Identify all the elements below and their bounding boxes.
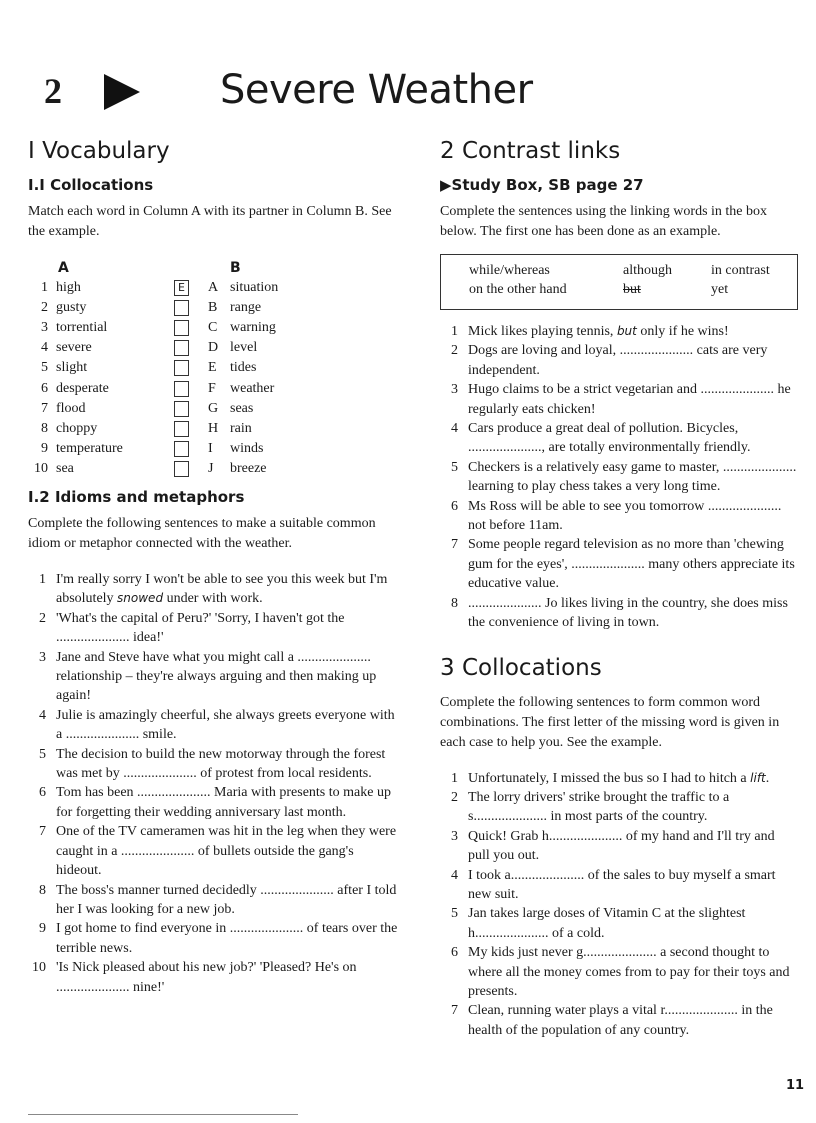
item-text: Checkers is a relatively easy game to master, ..................... learning to play chess takes a very long time. xyxy=(468,459,797,495)
vocabulary-heading: I Vocabulary xyxy=(28,138,170,164)
collocations3-instructions: Complete the following sentences to form common word combinations. The first letter of the missing word is given in each case to help you. See the example. xyxy=(440,694,780,750)
column-b-letter: F xyxy=(208,380,216,396)
item-text: I got home to find everyone in ..................... of tears over the terrible news. xyxy=(56,921,398,956)
column-a-word: flood xyxy=(56,400,86,416)
item-number: 7 xyxy=(451,1003,458,1019)
row-number: 7 xyxy=(41,400,48,416)
column-b-letter: G xyxy=(208,400,219,416)
item-text: Quick! Grab h..................... of my hand and I'll try and pull you out. xyxy=(468,828,775,864)
exercise-item xyxy=(28,648,400,706)
column-b-word: warning xyxy=(230,320,276,336)
example-answer: but xyxy=(616,324,637,338)
matching-table xyxy=(28,258,400,488)
exercise-item xyxy=(440,380,798,419)
exercise-item xyxy=(28,745,400,784)
item-text: One of the TV cameramen was hit in the leg when they were caught in a ..................... of bullets outside the gang's hideout. xyxy=(56,824,397,879)
exercise-item xyxy=(440,769,798,788)
item-number: 10 xyxy=(32,960,46,976)
item-text-end: under with work. xyxy=(163,591,263,607)
item-number: 8 xyxy=(451,595,458,611)
collocations-subheading: I.I Collocations xyxy=(28,176,154,194)
item-text: The lorry drivers' strike brought the traffic to a s..................... in most parts of the country. xyxy=(468,789,730,825)
exercise-item xyxy=(28,706,400,745)
answer-box[interactable] xyxy=(174,421,189,437)
item-text: Ms Ross will be able to see you tomorrow ..................... not before 11am. xyxy=(468,498,782,534)
item-text: I took a..................... of the sales to buy myself a smart new suit. xyxy=(468,867,776,902)
column-b-word: tides xyxy=(230,360,257,376)
item-text: I'm really sorry I won't be able to see you this week but I'm absolutely xyxy=(56,572,388,607)
column-b-word: seas xyxy=(230,400,254,416)
item-text: Unfortunately, I missed the bus so I had to hitch a xyxy=(468,770,751,786)
linking-word: in contrast xyxy=(711,263,770,278)
column-b-word: level xyxy=(230,340,258,356)
item-number: 4 xyxy=(39,707,46,723)
exercise-item xyxy=(440,827,798,866)
column-b-word: range xyxy=(230,300,262,316)
exercise-item xyxy=(28,881,400,920)
column-a-word: temperature xyxy=(56,440,123,456)
item-number: 3 xyxy=(451,828,458,844)
left-column xyxy=(28,138,400,997)
column-b-letter: J xyxy=(208,460,214,476)
column-b-letter: D xyxy=(208,340,219,356)
linking-word: yet xyxy=(711,282,729,297)
item-number: 7 xyxy=(39,824,46,840)
item-number: 3 xyxy=(451,382,458,398)
column-b-word: winds xyxy=(230,440,264,456)
item-number: 4 xyxy=(451,867,458,883)
column-b-letter: C xyxy=(208,320,218,336)
column-a-word: torrential xyxy=(56,320,108,336)
item-text: Cars produce a great deal of pollution. Bicycles, ....................., are totally environmentally friendly. xyxy=(468,421,751,456)
item-text: Clean, running water plays a vital r..................... in the health of the population of any country. xyxy=(468,1003,773,1038)
linking-word: although xyxy=(623,263,672,278)
column-b-letter: I xyxy=(208,440,213,456)
column-a-label: A xyxy=(58,260,69,276)
item-number: 6 xyxy=(451,945,458,961)
item-text: Mick likes playing tennis, xyxy=(468,324,617,339)
row-number: 5 xyxy=(41,360,48,376)
column-b-letter: B xyxy=(208,300,218,316)
item-text-end: only if he wins! xyxy=(636,324,729,339)
exercise-item xyxy=(440,419,798,458)
exercise-item xyxy=(28,822,400,880)
item-text: My kids just never g..................... a second thought to where all the money comes from to pay for their toys and presents. xyxy=(468,945,790,999)
column-b-word: rain xyxy=(230,420,252,436)
item-number: 3 xyxy=(39,649,46,665)
unit-title: Severe Weather xyxy=(220,67,533,113)
item-number: 4 xyxy=(451,421,458,437)
item-number: 9 xyxy=(39,921,46,937)
row-number: 2 xyxy=(41,300,48,316)
idioms-list xyxy=(28,570,400,997)
item-number: 6 xyxy=(451,498,458,514)
answer-box[interactable] xyxy=(174,381,189,397)
exercise-item xyxy=(440,904,798,943)
linking-words-box xyxy=(440,254,798,310)
exercise-item xyxy=(440,341,798,380)
item-text: Some people regard television as no more than 'chewing gum for the eyes', ..................... many others appreciate its educative value. xyxy=(468,537,795,592)
page-number: 11 xyxy=(786,1078,805,1093)
exercise-item xyxy=(440,458,798,497)
item-number: 1 xyxy=(451,770,458,786)
exercise-item xyxy=(28,570,400,609)
item-number: 2 xyxy=(451,343,458,359)
footer-divider xyxy=(28,1114,298,1115)
exercise-item xyxy=(440,535,798,593)
row-number: 10 xyxy=(34,460,48,476)
row-number: 8 xyxy=(41,420,48,436)
row-number: 9 xyxy=(41,440,48,456)
item-number: 2 xyxy=(451,789,458,805)
exercise-item xyxy=(28,919,400,958)
item-text: The boss's manner turned decidedly ..................... after I told her I was looking for a new job. xyxy=(56,882,397,917)
row-number: 3 xyxy=(41,320,48,336)
column-a-word: sea xyxy=(56,460,74,476)
example-answer: lift xyxy=(750,770,766,785)
item-number: 6 xyxy=(39,785,46,801)
contrast-instructions: Complete the sentences using the linking words in the box below. The first one has been done as an example. xyxy=(440,204,768,239)
column-b-letter: H xyxy=(208,420,219,436)
example-answer: snowed xyxy=(117,591,164,606)
study-box-reference: ▶Study Box, SB page 27 xyxy=(440,176,644,194)
item-text: Jan takes large doses of Vitamin C at the slightest h..................... of a cold. xyxy=(468,906,746,941)
item-number: 5 xyxy=(451,459,458,475)
item-text: 'What's the capital of Peru?' 'Sorry, I haven't got the ..................... idea!' xyxy=(56,610,345,646)
item-text: The decision to build the new motorway through the forest was met by ..................... of protest from local residents. xyxy=(56,746,386,782)
item-number: 1 xyxy=(39,572,46,587)
item-number: 2 xyxy=(39,610,46,626)
item-number: 5 xyxy=(39,746,46,762)
answer-box[interactable] xyxy=(174,320,189,336)
collocations-instructions: Match each word in Column A with its partner in Column B. See the example. xyxy=(28,204,392,239)
contrast-heading: 2 Contrast links xyxy=(440,138,621,164)
linking-word: while/whereas xyxy=(469,263,550,278)
unit-arrow-icon xyxy=(104,74,140,110)
item-text: Hugo claims to be a strict vegetarian and ..................... he regularly eats chicken! xyxy=(468,382,791,417)
answer-box[interactable] xyxy=(174,401,189,417)
item-text: Jane and Steve have what you might call a ..................... relationship – they're always arguing and then making up again! xyxy=(56,649,377,704)
item-text: Julie is amazingly cheerful, she always greets everyone with a ..................... smile. xyxy=(56,707,395,743)
column-b-letter: A xyxy=(208,280,219,295)
exercise-item xyxy=(440,788,798,827)
exercise-item xyxy=(440,866,798,905)
item-number: 1 xyxy=(451,324,458,339)
collocations3-heading: 3 Collocations xyxy=(440,654,602,681)
exercise-item xyxy=(440,322,798,341)
column-a-word: severe xyxy=(56,340,92,356)
linking-word: on the other hand xyxy=(469,282,567,297)
column-b-word: situation xyxy=(230,280,279,295)
item-text: Tom has been ..................... Maria with presents to make up for forgetting their wedding anniversary last month. xyxy=(56,785,391,820)
column-b-word: breeze xyxy=(230,460,267,476)
item-number: 7 xyxy=(451,537,458,553)
column-b-label: B xyxy=(230,260,241,276)
linking-word-used: but xyxy=(623,282,641,297)
item-text-end: . xyxy=(765,770,770,786)
exercise-item xyxy=(440,594,798,633)
exercise-item xyxy=(28,609,400,648)
exercise-item xyxy=(440,497,798,536)
exercise-item xyxy=(28,958,400,997)
exercise-item xyxy=(28,783,400,822)
row-number: 1 xyxy=(41,280,48,295)
item-number: 5 xyxy=(451,906,458,922)
unit-number: 2 xyxy=(44,71,62,111)
column-a-word: choppy xyxy=(56,420,98,436)
column-a-word: high xyxy=(56,280,81,295)
answer-box[interactable] xyxy=(174,441,189,457)
answer-box[interactable] xyxy=(174,340,189,356)
column-a-word: slight xyxy=(56,360,88,376)
right-column xyxy=(440,138,798,1040)
row-number: 6 xyxy=(41,380,48,396)
column-a-word: gusty xyxy=(56,300,87,316)
answer-box[interactable]: E xyxy=(174,280,189,296)
exercise-item xyxy=(440,1001,798,1040)
item-text: 'Is Nick pleased about his new job?' 'Pleased? He's on ..................... nine!' xyxy=(56,960,357,995)
row-number: 4 xyxy=(41,340,48,356)
column-a-word: desperate xyxy=(56,380,109,396)
idioms-instructions: Complete the following sentences to make a suitable common idiom or metaphor connected with the weather. xyxy=(28,516,376,551)
answer-box[interactable] xyxy=(174,300,189,316)
column-b-word: weather xyxy=(230,380,275,396)
contrast-list xyxy=(440,322,798,633)
idioms-subheading: I.2 Idioms and metaphors xyxy=(28,488,245,506)
item-text: ..................... Jo likes living in the country, she does miss the convenience of living in town. xyxy=(468,595,788,631)
item-text: Dogs are loving and loyal, ..................... cats are very independent. xyxy=(468,343,768,378)
item-number: 8 xyxy=(39,882,46,898)
column-b-letter: E xyxy=(208,360,217,376)
exercise-item xyxy=(440,943,798,1001)
answer-box[interactable] xyxy=(174,360,189,376)
answer-box[interactable] xyxy=(174,461,189,477)
collocations3-list xyxy=(440,769,798,1041)
